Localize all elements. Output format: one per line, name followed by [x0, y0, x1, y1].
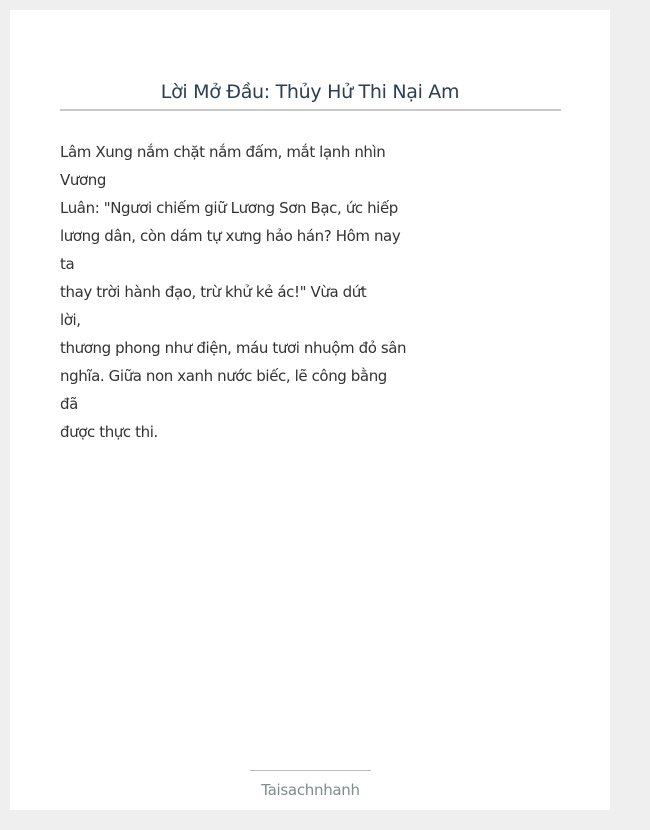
title-divider — [60, 109, 561, 111]
footer-brand: Taisachnhanh — [261, 781, 360, 799]
text-line: thương phong như điện, máu tươi nhuộm đỏ sân — [60, 339, 407, 357]
document-page — [10, 10, 610, 810]
text-line: thay trời hành đạo, trừ khử kẻ ác!" Vừa dứt — [60, 283, 367, 301]
text-line: nghĩa. Giữa non xanh nước biếc, lẽ công bằng — [60, 367, 387, 385]
text-line: được thực thi. — [60, 423, 158, 441]
body-text — [60, 138, 420, 446]
text-line: lương dân, còn dám tự xưng hảo hán? Hôm nay — [60, 227, 401, 245]
text-line: đã — [60, 395, 78, 413]
page-title: Lời Mở Đầu: Thủy Hử Thi Nại Am — [160, 81, 460, 103]
text-line: Vương — [60, 171, 106, 189]
footer-divider — [250, 770, 371, 771]
text-line: lời, — [60, 311, 81, 329]
text-line: Luân: "Ngươi chiếm giữ Lương Sơn Bạc, ức hiếp — [60, 199, 398, 217]
text-line: Lâm Xung nắm chặt nắm đấm, mắt lạnh nhìn — [60, 143, 386, 161]
text-line: ta — [60, 255, 75, 273]
